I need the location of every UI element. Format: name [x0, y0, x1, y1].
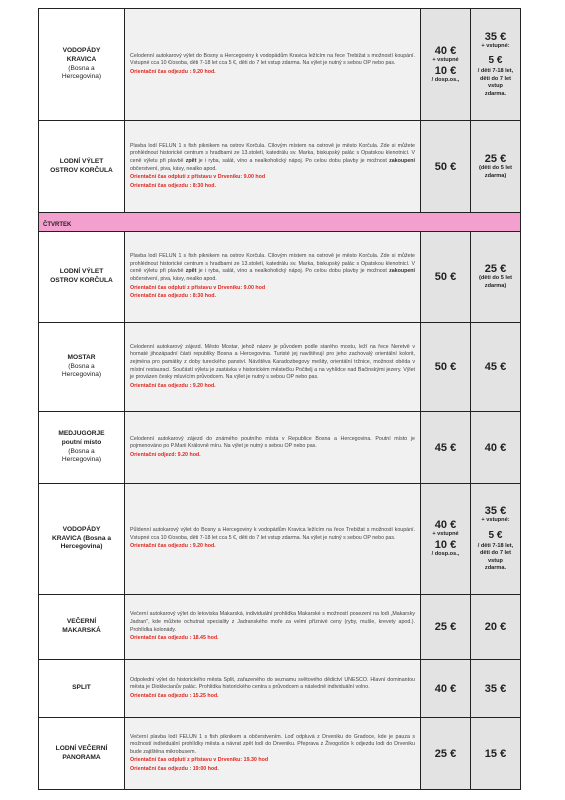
entry-fee: 5 € — [488, 55, 503, 67]
day-label: ČTVRTEK — [43, 222, 72, 228]
trip-description — [130, 253, 415, 283]
trip-name: MAKARSKÁ — [62, 627, 101, 634]
text-part: je i ryba, salát, víno a nealkoholický nápoj. Po celou dobu plavby je možnost — [196, 268, 390, 275]
trip-name-cell — [39, 323, 125, 412]
trip-name-cell — [39, 660, 125, 718]
adult-price-cell — [421, 412, 471, 484]
trip-name: VODOPÁDY — [62, 46, 101, 54]
child-price: 35 € — [484, 682, 507, 695]
price-note: + vstupné: — [481, 517, 510, 524]
adult-price-cell — [421, 232, 471, 323]
departure-time: Orientační čas odjezdu : 9.20 hod. — [130, 68, 216, 75]
adult-price: 25 € — [434, 621, 457, 633]
price-note: (děti do 5 let — [479, 275, 512, 282]
text-emphasis: zpět — [185, 268, 197, 275]
day-header — [39, 213, 521, 232]
table-row — [39, 412, 521, 484]
adult-price-cell — [421, 323, 471, 412]
trip-description-cell — [125, 9, 421, 121]
trip-name: poutní místo — [61, 438, 102, 446]
trip-description: Půldenní autokarový výlet do Bosny a Hercegoviny k vodopádům Kravica ležícím na řece Trebižat s možností koupání. Vstupné cca 10 €/osoba, děti 7-18 let cca 5 €, děti do 7 let vstup zdarma. Na výlet je nutný s sebou OP nebo pas. — [130, 527, 415, 541]
sailing-time: Orientační čas odplutí z přístavu v Drveniku: 9.00 hod — [130, 284, 266, 291]
adult-price: 40 € — [434, 682, 457, 695]
trip-name: PANORAMA — [62, 753, 101, 761]
trip-description-cell — [125, 660, 421, 718]
adult-price-cell — [421, 9, 471, 121]
departure-time: Orientační čas odjezdu : 8:30 hod. — [130, 182, 216, 189]
adult-price: 25 € — [434, 747, 457, 760]
trip-description-cell — [125, 595, 421, 660]
trip-region: Hercegovina) — [61, 73, 102, 81]
trip-name-cell — [39, 121, 125, 213]
trip-description-cell — [125, 232, 421, 323]
child-price: 45 € — [484, 361, 507, 373]
trip-name: LODNÍ VEČERNÍ — [55, 744, 108, 752]
trip-description: Celodenní autokarový výlet do Bosny a Hercegoviny k vodopádům Kravica ležícím na řece Trebižat s možností koupání. Vstupné cca 10 €/osoba, děti 7-18 let cca 5 €, děti do 7 let vstup zdarma. Na výlet je nutný s sebou OP nebo pas. — [130, 52, 415, 67]
adult-price-cell — [421, 660, 471, 718]
adult-price: 40 € — [434, 519, 457, 532]
trip-region: Hercegovina) — [61, 456, 102, 464]
table-row — [39, 484, 521, 595]
trip-name: LODNÍ VÝLET — [59, 268, 104, 276]
child-price-cell — [471, 121, 521, 213]
trip-name: SPLIT — [72, 684, 91, 692]
departure-time: Orientační čas odjezdu : 9.20 hod. — [130, 382, 216, 389]
trip-name: VODOPÁDY — [62, 525, 101, 533]
trip-name: LODNÍ VÝLET — [59, 157, 104, 165]
trip-description-cell — [125, 121, 421, 213]
trip-region: (Bosna a — [68, 64, 95, 72]
trip-name-cell — [39, 595, 125, 660]
child-price-cell — [471, 595, 521, 660]
child-price-cell — [471, 9, 521, 121]
child-price: 15 € — [484, 747, 507, 760]
price-note: + vstupné: — [481, 42, 510, 49]
trip-name: KRAVICA — [66, 55, 97, 63]
price-note: zdarma) — [484, 283, 507, 289]
table-row — [39, 121, 521, 213]
adult-price-cell — [421, 484, 471, 595]
departure-time: Orientační čas odjezdu : 9.20 hod. — [130, 543, 216, 550]
trip-description — [130, 143, 415, 173]
departure-time: Orientační čas odjezdu : 15.25 hod. — [130, 692, 219, 699]
table-row — [39, 660, 521, 718]
text-part: Plavba lodí FELUN 1 s fish piknikem na ostrov Korčula. Cílovým místem na ostrově je město Korčula. Zde si můžete prohlédnout historické centrum s hradbami ze 13.století, katedrálu sv. Marka, biskupský palác s Opatskou klenotnicí. V ceně výletu při plavbě — [130, 142, 415, 164]
child-price: 40 € — [484, 441, 507, 454]
adult-price: 45 € — [434, 441, 457, 454]
trip-name: MOSTAR — [67, 353, 96, 361]
child-price-cell — [471, 718, 521, 790]
price-note: zdarma. — [484, 90, 507, 97]
text-emphasis: zakoupení — [389, 268, 415, 275]
table-row — [39, 323, 521, 412]
text-part: občerstvení, piva, kávy, nealko apod. — [130, 165, 217, 172]
adult-price-cell — [421, 718, 471, 790]
trip-description: Celodenní autokarový zájezd. Město Mostar, jehož název je původem podle starého mostu, leží na řece Neretvě v hornaté jihozápadní části republiky Bosna a Hercegovina. Turisté jej navštěvují pro jeho zachovalý orientální kolorit, zejména pro památky z doby tureckého panství. Návštěva Karadozbegovy mešity, orientální tržnice, možnost oběda v místní restauraci. Součástí výletu je zastávka v historickém městečku Počitelj a na vyhlídce nad Bačinskými jezery. Výlet je provázen česky mluvícím průvodcem. Na výlet je nutný s sebou OP nebo pas. — [130, 343, 415, 381]
text-part: Plavba lodí FELUN 1 s fish piknikem na ostrov Korčula. Cílovým místem na ostrově je město Korčula. Zde si můžete prohlédnout historické centrum s hradbami ze 13.století, katedrálu sv. Marka, biskupský palác s Opatskou klenotnicí. V ceně výletu při plavbě — [130, 253, 415, 275]
trip-name-cell — [39, 718, 125, 790]
excursions-table — [38, 8, 521, 790]
trip-name: Hercegovina) — [60, 543, 103, 551]
text-emphasis: zpět — [185, 157, 197, 164]
price-note: zdarma) — [484, 172, 507, 179]
trip-description: Celodenní autokarový zájezd do známého poutního místa v Republice Bosna a Hercegovina. Poutní místo je pojmenováno po P.Marii Královně míru. Na výlet je nutný s sebou OP nebo pas. — [130, 435, 415, 450]
trip-region: Hercegovina) — [61, 371, 102, 379]
price-note: děti do 7 let — [479, 75, 512, 82]
price-note: (děti do 5 let — [479, 164, 512, 171]
child-price: 25 € — [484, 263, 507, 276]
price-note: / děti 7-18 let, — [477, 68, 514, 75]
sailing-time: Orientační čas odplutí z přístavu v Drveniku: 9.00 hod — [130, 174, 266, 181]
price-note: vstup — [488, 557, 503, 564]
departure-time: Orientační čas odjezdu : 18.45 hod. — [130, 635, 219, 642]
sailing-time: Orientační čas odplutí z přístavu v Drveniku: 19.30 hod — [130, 757, 269, 764]
adult-price: 50 € — [434, 160, 457, 173]
trip-name: OSTROV KORČULA — [50, 166, 113, 174]
adult-price-cell — [421, 121, 471, 213]
trip-name-cell — [39, 412, 125, 484]
price-note: / dosp.os., — [431, 76, 460, 83]
trip-name: KRAVICA (Bosna a — [52, 534, 111, 542]
departure-time: Orientační čas odjezdu : 8:30 hod. — [130, 293, 216, 300]
trip-description-cell — [125, 718, 421, 790]
trip-description: Odpolední výlet do historického města Split, zařazeného do seznamu světového dědictví UNESCO. Hlavní dominantou města je Dioklecianův palác. Prohlídka historického centra s průvodcem a následně individuální volno. — [130, 676, 415, 691]
day-header-row — [39, 213, 521, 232]
price-note: děti do 7 let — [479, 550, 512, 557]
trip-name-cell — [39, 9, 125, 121]
child-price: 35 € — [484, 505, 507, 518]
price-note: + vstupné — [432, 56, 459, 63]
table-row — [39, 9, 521, 121]
child-price: 20 € — [484, 621, 507, 633]
trip-description-cell — [125, 412, 421, 484]
child-price: 25 € — [484, 152, 507, 165]
text-emphasis: zakoupení — [389, 157, 415, 164]
departure-time: Orientační čas odjezdu : 19:00 hod. — [130, 765, 219, 772]
text-part: je i ryba, salát, víno a nealkoholický nápoj. Po celou dobu plavby je možnost — [196, 157, 390, 164]
trip-name: VEČERNÍ — [66, 618, 97, 626]
entry-fee: 5 € — [488, 529, 503, 541]
table-row — [39, 718, 521, 790]
price-note: zdarma. — [484, 565, 507, 572]
child-price-cell — [471, 323, 521, 412]
adult-price: 50 € — [434, 271, 457, 283]
adult-price: 40 € — [434, 44, 457, 57]
entry-fee: 10 € — [434, 64, 457, 77]
trip-description-cell — [125, 323, 421, 412]
child-price-cell — [471, 660, 521, 718]
trip-description: Večerní plavba lodí FELUN 1 s fish piknikem a občerstvením. Loď odpluvá z Drveniku do Gradoce, kde je pauza s možností individuální prohlídky města a návrat zpět lodí do Drveniku. Přeprava z Živogošće k odjezdu lodi do Drveniku bude zajištěna mikrobusem. — [130, 733, 415, 755]
child-price: 35 € — [484, 30, 507, 43]
text-part: občerstvení, piva, kávy, nealko apod. — [130, 276, 217, 282]
price-note: vstup — [488, 83, 503, 90]
table-row — [39, 232, 521, 323]
trip-name-cell — [39, 232, 125, 323]
price-note: / dosp.os., — [431, 551, 460, 557]
trip-description-cell — [125, 484, 421, 595]
child-price-cell — [471, 484, 521, 595]
table-row — [39, 595, 521, 660]
child-price-cell — [471, 412, 521, 484]
price-note: + vstupné — [432, 531, 459, 538]
trip-description: Večerní autokarový výlet do letoviska Makarská, individuální prohlídka Makarské s možností posezení na lodi „Makarsky Jadran", kde můžete ochutnat speciality z Jadranského moře za velmi příznivé ceny (ryby, mušle, krevety apod.). Prohlídka kolonády. — [130, 611, 415, 633]
trip-region: (Bosna a — [68, 447, 95, 455]
departure-time: Orientační odjezd: 9.20 hod. — [130, 451, 201, 458]
price-note: / děti 7-18 let, — [477, 542, 514, 549]
trip-name-cell — [39, 484, 125, 595]
trip-region: (Bosna a — [68, 362, 95, 370]
trip-name: OSTROV KORČULA — [50, 277, 113, 284]
trip-name: MEDJUGORJE — [58, 429, 105, 437]
adult-price: 50 € — [434, 361, 457, 373]
adult-price-cell — [421, 595, 471, 660]
entry-fee: 10 € — [434, 539, 457, 551]
child-price-cell — [471, 232, 521, 323]
